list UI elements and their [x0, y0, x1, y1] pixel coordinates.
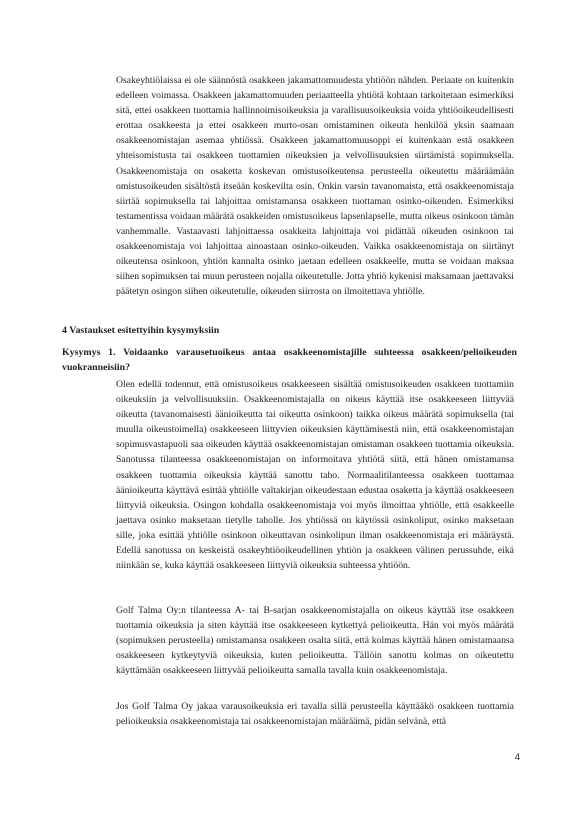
- intro-paragraph: Osakeyhtiölaissa ei ole säännöstä osakkeen jakamattomuudesta yhtiöön nähden. Periaate on kuitenkin edelleen voimassa. Osakkeen jakamattomuuden periaatteella yhtiötä kohtaan tarkoitetaan esimerkiksi sitä, ettei osakkeen tuottamia hallinnoimisoikeuksia ja varallisuusoikeuksia voida yhtiöoikeudellisesti erottaa osakkeesta ja ettei osakkeen murto-osan omistaminen oikeuta henkilöä yksin saamaan osakkeenomistajan asemaa yhtiössä. Osakkeen jakamattomuusoppi ei kuitenkaan estä osakkeen yhteisomistusta tai osakkeen tuottamien oikeuksien ja velvollisuuksien siirtämistä sopimuksella. Osakkeenomistaja on osaketta koskevan omistusoikeutensa perusteella oikeutettu määräämään omistusoikeuden sisältöstä itseään koskevilta osin. Onkin varsin tavanomaista, että osakkeenomistaja siirtää sopimuksella tai lahjoittaa omistamansa osakkeen tuottaman osinko-oikeuden. Esimerkiksi testamentissa voidaan määrätä osakkeiden omistusoikeus lapsenlapselle, mutta oikeus osinkoon tämän vanhemmalle. Vastaavasti lahjoittaessa osakkeita lahjoittaja voi pidättää oikeuden osinkoon tai osakkeenomistaja voi lahjoittaa ainoastaan osinko-oikeuden. Vaikka osakkeenomistaja on siirtänyt oikeutensa osinkoon, yhtiön kannalta osinko jaetaan edelleen osakkeelle, mutta se voidaan maksaa siihen sopimuksen tai muun perusteen nojalla oikeutetulle. Jotta yhtiö kykenisi maksamaan jaettavaksi päätetyn osingon siihen oikeutetulle, oikeuden siirrosta on ilmoitettava yhtiölle.: [116, 75, 514, 298]
- page-number: 4: [514, 752, 520, 763]
- answer-paragraph-2: Golf Talma Oy:n tilanteessa A- tai B-sarjan osakkeenomistajalla on oikeus käyttää itse osakkeen tuottamia oikeuksia ja siten käyttää itse osakkeeseen kytkettyä pelioikeutta. Hän voi myös määrätä (sopimuksen perusteella) omistamansa osakkeen osalta siitä, että kolmas käyttää hänen omistamaansa osakkeeseen kytkeytyviä oikeuksia, kuten pelioikeutta. Tällöin sanottu kolmas on oikeutettu käyttämään osakkeeseen liittyvää pelioikeutta samalla tavalla kuin osakkeenomistaja.: [116, 605, 514, 677]
- answer-paragraph-1: Olen edellä todennut, että omistusoikeus osakkeeseen sisältää omistusoikeuden osakkeen tuottamiin oikeuksiin ja velvollisuuksiin. Osakkeenomistajalla on oikeus käyttää itse osakkeeseen liittyvää oikeutta (tavanomaisesti äänioikeutta tai oikeutta osinkoon) taikka oikeus määrätä sopimuksella (tai muulla oikeustoimella) osakkeeseen liittyvien oikeuksien käyttämisestä niin, että osakkeenomistajan sopimusvastapuoli saa oikeuden käyttää osakkeenomistajan omistaman osakkeen tuottamia oikeuksia. Sanotussa tilanteessa osakkeenomistajan on informoitava yhtiötä siitä, että hänen omistamansa osakkeen tuottamia oikeuksia käyttää sanottu taho. Normaalitilanteessa osakkeen tuottamaa äänioikeutta käyttävä esittää yhtiölle valtakirjan oikeudestaan edustaa osaketta ja käyttää osakkeeseen liittyviä oikeuksia. Osingon kohdalla osakkeenomistaja voi myös ilmoittaa yhtiölle, että osakkeelle jaettava osinko maksetaan tietylle taholle. Jos yhtiössä on käytössä osinkoliput, osinko maksetaan sille, joka esittää yhtiölle osinkoon oikeuttavan osinkolipun ilman osakkeenomistaja eri määräystä. Edellä sanotussa on keskeistä osakeyhtiöoikeudellinen yhtiön ja osakkeen välinen perussuhde, eikä niinkään se, kuka käyttää osakkeeseen liittyviä oikeuksia suhteessa yhtiöön.: [116, 379, 514, 572]
- question-heading: Kysymys 1. Voidaanko varausetuoikeus antaa osakkeenomistajille suhteessa osakkeen/pelioikeuden vuokranneisiin?: [62, 347, 517, 374]
- answer-paragraph-3: Jos Golf Talma Oy jakaa varausoikeuksia eri tavalla sillä perusteella käyttääkö osakkeen tuottamia pelioikeuksia osakkeenomistaja tai osakkeenomistajan määräämä, pidän selvänä, että: [116, 701, 514, 728]
- section-heading: 4 Vastaukset esitettyihin kysymyksiin: [62, 325, 220, 336]
